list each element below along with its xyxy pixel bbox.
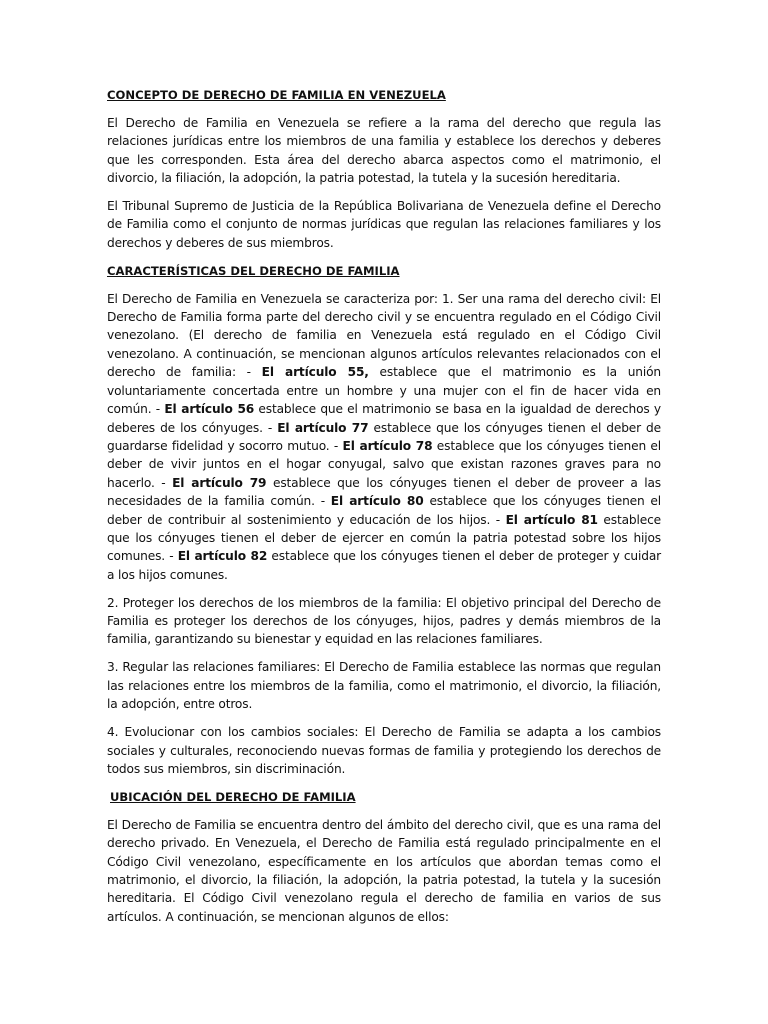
text-run: establece que los cónyuges tienen el deber de proveer a las necesidades de la familia común. - <box>107 475 661 509</box>
text-run: establece que los cónyuges tienen el deber de contribuir al sostenimiento y educación de los hijos. - <box>107 494 661 527</box>
paragraph-proteger: 2. Proteger los derechos de los miembros de la familia: El objetivo principal del Derecho de Familia es proteger los derechos de los cónyuges, hijos, padres y demás miembros de la familia, garantizando su bienestar y equidad en las relaciones familiares. <box>107 595 661 647</box>
text-run: establece que los cónyuges tienen el deber de vivir juntos en el hogar conyugal, salvo que existan razones graves para no hacerlo. - <box>107 438 662 490</box>
section-heading-concepto: CONCEPTO DE DERECHO DE FAMILIA EN VENEZUELA <box>107 88 446 102</box>
article-78-label: El artículo 78 <box>342 438 433 453</box>
paragraph-caracteristicas-articulos <box>107 290 661 585</box>
text-run: establece que los cónyuges tienen el deber de proteger y cuidar a los hijos comunes. <box>107 549 662 582</box>
paragraph-ubicacion: El Derecho de Familia se encuentra dentro del ámbito del derecho civil, que es una rama del derecho privado. En Venezuela, el Derecho de Familia está regulado principalmente en el Código Civil venezolano, específicamente en los artículos que abordan temas como el matrimonio, el divorcio, la filiación, la adopción, la patria potestad, la tutela y la sucesión hereditaria. El Código Civil venezolano regula el derecho de familia en varios de sus artículos. A continuación, se mencionan algunos de ellos: <box>107 817 661 924</box>
article-82-label: El artículo 82 <box>177 549 268 564</box>
section-heading-caracteristicas: CARACTERÍSTICAS DEL DERECHO DE FAMILIA <box>107 263 400 278</box>
section-heading-ubicacion: UBICACIÓN DEL DERECHO DE FAMILIA <box>110 789 356 804</box>
document-page <box>107 86 661 936</box>
text-run: El Derecho de Familia en Venezuela se caracteriza por: 1. Ser una rama del derecho civil: El Derecho de Familia forma parte del derecho civil y se encuentra regulado en el Código Civil venezolano. (El derecho de familia en Venezuela está regulado en el Código Civil venezolano. A continuación, se mencionan algunos artículos relevantes relacionados con el derecho de familia: - <box>107 291 661 380</box>
paragraph-definicion: El Derecho de Familia en Venezuela se refiere a la rama del derecho que regula las relaciones jurídicas entre los miembros de una familia y establece los derechos y deberes que les corresponden. Esta área del derecho abarca aspectos como el matrimonio, el divorcio, la filiación, la adopción, la patria potestad, la tutela y la sucesión hereditaria. <box>107 115 661 186</box>
paragraph-tribunal: El Tribunal Supremo de Justicia de la República Bolivariana de Venezuela define el Derecho de Familia como el conjunto de normas jurídicas que regulan las relaciones familiares y los derechos y deberes de sus miembros. <box>107 199 661 250</box>
article-77-label: El artículo 77 <box>277 420 369 435</box>
paragraph-regular: 3. Regular las relaciones familiares: El Derecho de Familia establece las normas que regulan las relaciones entre los miembros de la familia, como el matrimonio, el divorcio, la filiación, la adopción, entre otros. <box>107 660 661 712</box>
article-80-label: El artículo 80 <box>330 494 424 509</box>
text-run: establece que el matrimonio se basa en la igualdad de derechos y deberes de los cónyuges. - <box>107 402 661 435</box>
text-run: establece que los cónyuges tienen el deber de guardarse fidelidad y socorro mutuo. - <box>107 420 661 453</box>
paragraph-evolucionar: 4. Evolucionar con los cambios sociales: El Derecho de Familia se adapta a los cambios sociales y culturales, reconociendo nuevas formas de familia y protegiendo los derechos de todos sus miembros, sin discriminación. <box>107 725 661 776</box>
text-run: establece que los cónyuges tienen el deber de ejercer en común la patria potestad sobre los hijos comunes. - <box>107 512 662 564</box>
article-81-label: El artículo 81 <box>505 512 598 527</box>
article-55-label: El artículo 55, <box>261 365 369 380</box>
article-56-label: El artículo 56 <box>164 402 255 417</box>
article-79-label: El artículo 79 <box>172 475 267 490</box>
text-run: establece que el matrimonio es la unión voluntariamente concertada entre un hombre y una mujer con el fin de hacer vida en común. - <box>107 365 661 417</box>
